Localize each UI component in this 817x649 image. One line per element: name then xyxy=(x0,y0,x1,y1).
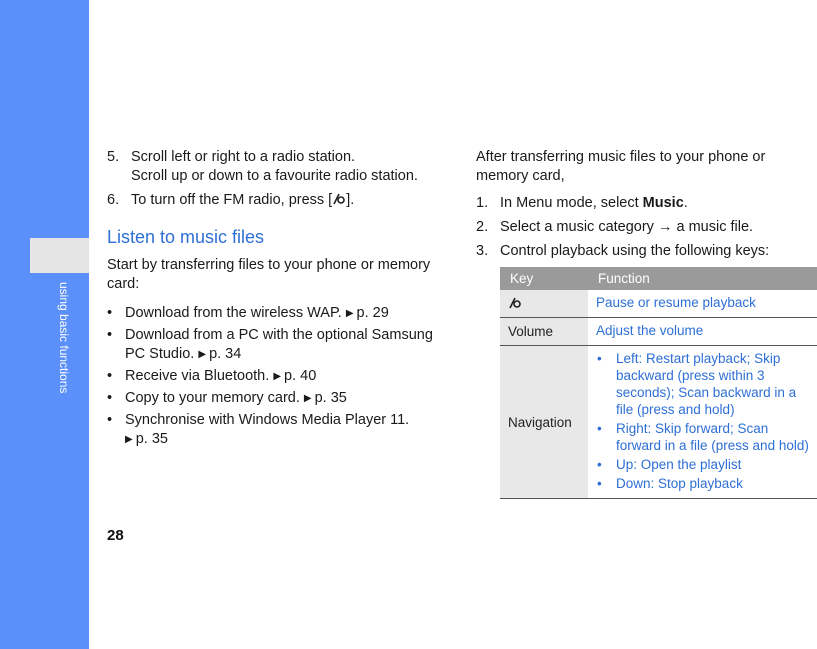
function-cell xyxy=(588,346,817,499)
function-item: • Left: Restart playback; Skip backward (press within 3 seconds); Scan backward in a file (press and hold) xyxy=(597,351,797,417)
step-text-end: ]. xyxy=(346,192,355,208)
play-pause-key-icon xyxy=(508,296,522,310)
step-2: 2. Select a music category → a music file. xyxy=(476,219,754,235)
page-ref: p. 40 xyxy=(284,368,317,384)
key-function-table xyxy=(500,267,817,499)
list-item: • Receive via Bluetooth. ▶ p. 40 xyxy=(107,368,317,384)
list-item: • Synchronise with Windows Media Player 11. ▶ p. 35 xyxy=(107,412,410,447)
function-cell: Adjust the volume xyxy=(588,318,817,346)
right-column xyxy=(476,148,817,499)
step-text: Scroll up or down to a favourite radio station. xyxy=(131,168,418,184)
page-ref-arrow-icon: ▶ xyxy=(125,434,133,445)
page-ref-arrow-icon: ▶ xyxy=(303,393,312,404)
page-number: 28 xyxy=(107,527,124,544)
function-item: • Right: Skip forward; Scan forward in a file (press and hold) xyxy=(597,421,809,453)
function-item: • Down: Stop playback xyxy=(597,476,743,491)
key-cell xyxy=(500,290,588,318)
step-3: 3. Control playback using the following keys: xyxy=(476,243,770,259)
intro-text: Start by transferring files to your phone or memory card: xyxy=(107,257,431,292)
table-row xyxy=(500,318,817,346)
table-header-row xyxy=(500,267,817,290)
list-item: • Copy to your memory card. ▶ p. 35 xyxy=(107,390,347,406)
list-item: • Download from the wireless WAP. ▶ p. 29 xyxy=(107,305,389,321)
table-row xyxy=(500,290,817,318)
section-tab xyxy=(30,238,89,273)
page-ref-arrow-icon: ▶ xyxy=(345,308,354,319)
function-cell: Pause or resume playback xyxy=(588,290,817,318)
page-ref-arrow-icon: ▶ xyxy=(198,349,207,360)
page-ref: p. 29 xyxy=(356,305,389,321)
source-list xyxy=(107,304,442,449)
key-cell: Volume xyxy=(500,318,588,346)
page-ref: p. 35 xyxy=(135,431,168,447)
step-text: Scroll left or right to a radio station. xyxy=(131,149,356,165)
section-label: using basic functions xyxy=(57,282,71,394)
column-header: Key xyxy=(500,267,588,290)
menu-name: Music xyxy=(642,195,684,211)
step-5 xyxy=(107,148,442,186)
step-1: 1. In Menu mode, select Music. xyxy=(476,195,688,211)
page-ref: p. 35 xyxy=(314,390,347,406)
step-number: 5. xyxy=(107,149,120,165)
page-ref-arrow-icon: ▶ xyxy=(273,371,282,382)
column-header: Function xyxy=(588,267,817,290)
section-heading: Listen to music files xyxy=(107,227,265,247)
section-sidebar xyxy=(0,0,89,649)
step-text: To turn off the FM radio, press [ xyxy=(131,192,333,208)
step-6 xyxy=(107,191,442,210)
page-ref: p. 34 xyxy=(209,346,242,362)
key-cell: Navigation xyxy=(500,346,588,499)
list-item: • Download from a PC with the optional Samsung PC Studio. ▶ p. 34 xyxy=(107,327,433,362)
intro-text: After transferring music files to your phone or memory card, xyxy=(476,149,766,184)
table-row xyxy=(500,346,817,499)
step-number: 6. xyxy=(107,192,120,208)
function-item: • Up: Open the playlist xyxy=(597,457,742,472)
left-column xyxy=(107,148,442,452)
play-pause-key-icon xyxy=(332,192,346,206)
